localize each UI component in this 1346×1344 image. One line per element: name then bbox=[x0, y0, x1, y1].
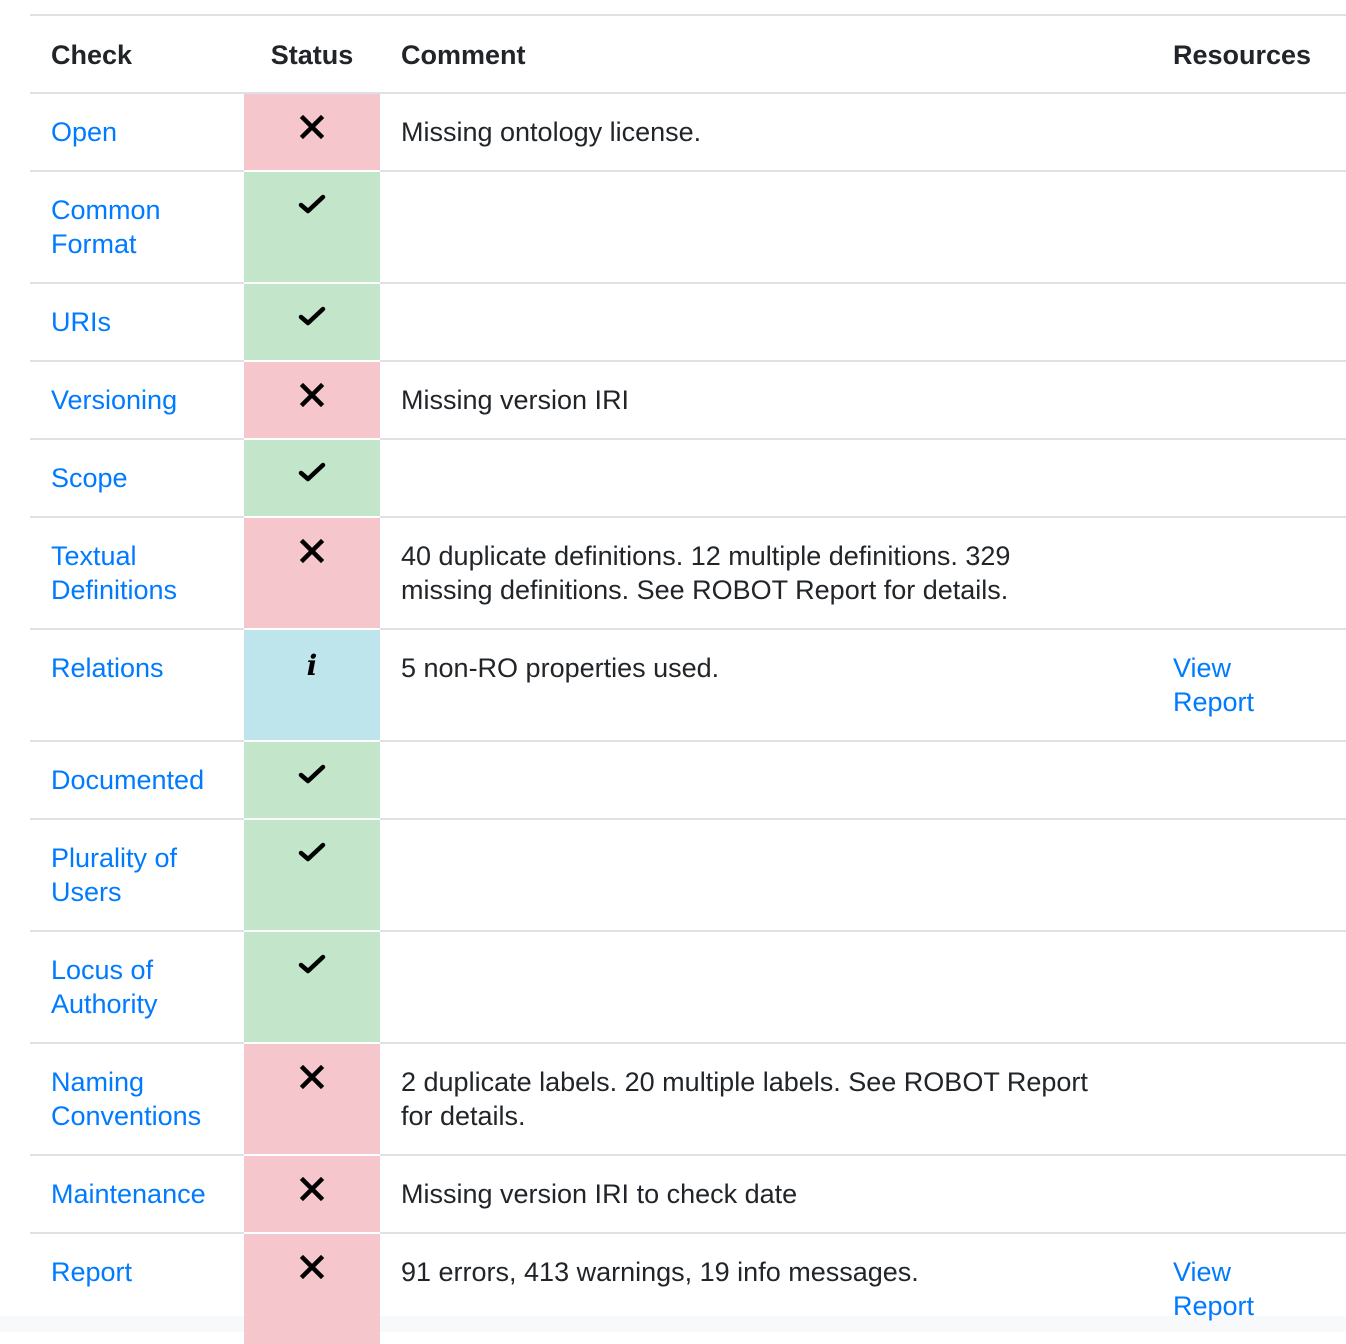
resources-cell bbox=[1152, 361, 1346, 439]
x-mark-icon bbox=[298, 113, 326, 141]
check-link[interactable]: Open bbox=[51, 117, 118, 147]
check-cell bbox=[30, 283, 244, 361]
check-cell bbox=[30, 517, 244, 629]
table-row bbox=[30, 361, 1346, 439]
check-link[interactable]: Plurality of Users bbox=[51, 843, 178, 907]
check-cell bbox=[30, 1043, 244, 1155]
comment-cell: 40 duplicate definitions. 12 multiple definitions. 329 missing definitions. See ROBOT Report for details. bbox=[380, 517, 1152, 629]
header-check: Check bbox=[30, 15, 244, 93]
check-mark-icon bbox=[298, 459, 326, 487]
x-mark-icon bbox=[298, 381, 326, 409]
status-cell bbox=[244, 931, 380, 1043]
table-row bbox=[30, 741, 1346, 819]
resources-cell bbox=[1152, 741, 1346, 819]
check-mark-icon bbox=[298, 191, 326, 219]
table-row bbox=[30, 93, 1346, 171]
table-row bbox=[30, 517, 1346, 629]
table-row bbox=[30, 819, 1346, 931]
check-cell bbox=[30, 439, 244, 517]
check-mark-icon bbox=[298, 761, 326, 789]
resources-cell bbox=[1152, 439, 1346, 517]
check-link[interactable]: Maintenance bbox=[51, 1179, 206, 1209]
check-link[interactable]: Scope bbox=[51, 463, 128, 493]
resources-cell bbox=[1152, 171, 1346, 283]
check-cell bbox=[30, 629, 244, 741]
status-cell bbox=[244, 1233, 380, 1344]
table-row bbox=[30, 1233, 1346, 1344]
status-cell bbox=[244, 93, 380, 171]
resources-cell bbox=[1152, 283, 1346, 361]
x-mark-icon bbox=[298, 1175, 326, 1203]
check-cell bbox=[30, 819, 244, 931]
check-mark-icon bbox=[298, 303, 326, 331]
check-link[interactable]: Textual Definitions bbox=[51, 541, 178, 605]
status-cell bbox=[244, 819, 380, 931]
check-link[interactable]: Relations bbox=[51, 653, 164, 683]
comment-cell bbox=[380, 741, 1152, 819]
comment-cell: 2 duplicate labels. 20 multiple labels. See ROBOT Report for details. bbox=[380, 1043, 1152, 1155]
check-cell bbox=[30, 741, 244, 819]
check-mark-icon bbox=[298, 839, 326, 867]
resources-cell bbox=[1152, 819, 1346, 931]
resources-cell bbox=[1152, 931, 1346, 1043]
table-row bbox=[30, 629, 1346, 741]
comment-cell bbox=[380, 283, 1152, 361]
check-cell bbox=[30, 361, 244, 439]
status-cell bbox=[244, 741, 380, 819]
check-cell bbox=[30, 171, 244, 283]
comment-cell: 5 non-RO properties used. bbox=[380, 629, 1152, 741]
comment-cell: Missing ontology license. bbox=[401, 117, 702, 147]
check-link[interactable]: URIs bbox=[51, 307, 111, 337]
x-mark-icon bbox=[298, 537, 326, 565]
check-link[interactable]: Report bbox=[51, 1257, 133, 1287]
check-link[interactable]: Locus of Authority bbox=[51, 955, 158, 1019]
comment-cell bbox=[380, 819, 1152, 931]
view-report-link[interactable]: View Report bbox=[1173, 1257, 1255, 1321]
table-row bbox=[30, 1043, 1346, 1155]
x-mark-icon bbox=[298, 1253, 326, 1281]
resources-cell bbox=[1152, 517, 1346, 629]
resources-cell bbox=[1152, 1233, 1346, 1344]
header-resources: Resources bbox=[1152, 15, 1346, 93]
table-body bbox=[30, 93, 1346, 1344]
check-mark-icon bbox=[298, 951, 326, 979]
resources-cell bbox=[1152, 629, 1346, 741]
table-row bbox=[30, 1155, 1346, 1233]
check-cell bbox=[30, 93, 244, 171]
header-row bbox=[30, 15, 1346, 93]
header-comment: Comment bbox=[380, 15, 1152, 93]
status-cell bbox=[244, 1155, 380, 1233]
check-cell bbox=[30, 931, 244, 1043]
comment-cell bbox=[380, 439, 1152, 517]
status-cell bbox=[244, 439, 380, 517]
status-cell bbox=[244, 629, 380, 741]
table-row bbox=[30, 171, 1346, 283]
status-cell bbox=[244, 171, 380, 283]
comment-cell: 91 errors, 413 warnings, 19 info messages. bbox=[380, 1233, 1152, 1344]
status-cell bbox=[244, 361, 380, 439]
dashboard-table bbox=[30, 14, 1346, 1344]
comment-cell bbox=[380, 931, 1152, 1043]
table-row bbox=[30, 283, 1346, 361]
resources-cell bbox=[1152, 1155, 1346, 1233]
check-link[interactable]: Versioning bbox=[51, 385, 178, 415]
table-row bbox=[30, 439, 1346, 517]
header-status: Status bbox=[244, 15, 380, 93]
check-cell bbox=[30, 1155, 244, 1233]
view-report-link[interactable]: View Report bbox=[1173, 653, 1255, 717]
resources-cell bbox=[1152, 1043, 1346, 1155]
check-cell bbox=[30, 1233, 244, 1344]
info-icon: i bbox=[306, 649, 318, 682]
status-cell bbox=[244, 517, 380, 629]
status-cell bbox=[244, 283, 380, 361]
comment-cell: Missing version IRI bbox=[380, 361, 1152, 439]
comment-cell: Missing version IRI to check date bbox=[380, 1155, 1152, 1233]
x-mark-icon bbox=[298, 1063, 326, 1091]
status-cell bbox=[244, 1043, 380, 1155]
check-link[interactable]: Documented bbox=[51, 765, 205, 795]
table-row bbox=[30, 931, 1346, 1043]
check-link[interactable]: Naming Conventions bbox=[51, 1067, 202, 1131]
comment-cell bbox=[380, 171, 1152, 283]
resources-cell bbox=[1152, 93, 1346, 171]
check-link[interactable]: Common Format bbox=[51, 195, 161, 259]
